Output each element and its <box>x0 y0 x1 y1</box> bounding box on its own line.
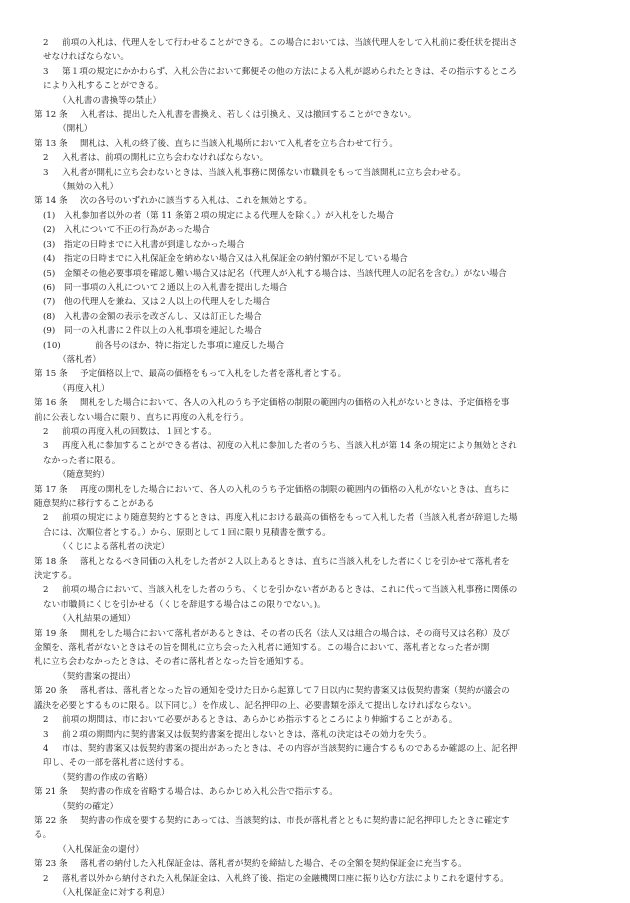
item-number: (9) <box>43 326 56 337</box>
text-line: 随意契約に移行することがある <box>34 499 155 509</box>
list-item <box>34 267 604 281</box>
text-line: 同一事項の入札について２通以上の入札書を提出した場合 <box>64 282 288 293</box>
text-line: 金額その他必要事項を確認し難い場合又は記名（代理人が入札する場合は、当該代理人の記名を含む。）がない場合 <box>64 268 507 279</box>
paragraph-text <box>64 295 604 309</box>
text-line: 前項の入札は、代理人をして行わせることができる。この場合においては、当該代理人をして入札前に委任状を提出さ <box>62 38 518 48</box>
article-number: 第 23 条 <box>34 859 68 870</box>
list-item <box>34 295 604 309</box>
paragraph-text <box>64 209 604 223</box>
item-number: 2 <box>43 153 49 164</box>
article-caption: （入札書の書換等の禁止） <box>58 95 162 106</box>
article <box>34 108 604 122</box>
paragraph-text <box>64 324 604 338</box>
text-line: 入札書の金額の表示を改ざんし、又は訂正した場合 <box>64 311 262 322</box>
paragraph-text <box>80 367 604 381</box>
paragraph-text <box>43 65 604 94</box>
text-line: 再度の開札をした場合において、各人の入札のうち予定価格の制限の範囲内の価格の入札がないときは、直ちに <box>80 484 510 495</box>
article-number: 第 13 条 <box>34 138 68 149</box>
text-line: 前項の規定により随意契約とするときは、再度入札における最高の価格をもって入札した者（当該入札者が辞退した場 <box>62 513 518 524</box>
text-line: 前２項の期間内に契約書案又は仮契約書案を提出しないときは、落札の決定はその効力を失う。 <box>62 729 432 740</box>
item-number: 3 <box>43 441 49 452</box>
item-number: 2 <box>43 426 49 437</box>
paragraph <box>34 65 604 94</box>
text-line: 契約書の作成を要する契約にあっては、当該契約は、市長が落札者とともに契約書に記名押印したときに確定す <box>80 815 510 826</box>
article-caption: （くじによる落札者の決定） <box>58 542 170 553</box>
text-line: 議決を必要とするものに限る。以下同じ。）を作成し、記名押印の上、必要書類を添えて提出しなければならない。 <box>34 700 477 711</box>
article-number: 第 17 条 <box>34 484 68 495</box>
paragraph-text <box>64 252 604 266</box>
paragraph-text <box>62 166 604 180</box>
paragraph-text <box>64 238 604 252</box>
article-number: 第 14 条 <box>34 196 68 207</box>
text-line: 同一の入札書に２件以上の入札事項を連記した場合 <box>64 326 262 337</box>
text-line: 落札者の納付した入札保証金は、落札者が契約を締結した場合、その全額を契約保証金に充当する。 <box>80 859 467 870</box>
text-line: せなければならない。 <box>43 52 129 63</box>
item-number: (8) <box>43 311 56 322</box>
text-line: 開札は、入札の終了後、直ちに当該入札場所において入札者を立ち合わせて行う。 <box>80 138 398 149</box>
list-item <box>34 252 604 266</box>
article <box>34 483 604 512</box>
text-line: 印し、その一部を落札者に送付する。 <box>43 758 190 769</box>
article <box>34 857 604 871</box>
paragraph-text <box>64 267 604 281</box>
paragraph-text <box>95 339 604 353</box>
list-item <box>34 310 604 324</box>
item-number: 2 <box>43 873 49 884</box>
paragraph <box>34 439 604 468</box>
text-line: 入札について不正の行為があった場合 <box>64 225 210 236</box>
item-number: 3 <box>43 729 49 740</box>
article-caption: （入札結果の通知） <box>58 614 136 625</box>
text-line: 入札者が開札に立ち会わないときは、当該入札事務に関係ない市職員をもって当該開札に立ち会わせる。 <box>62 167 466 178</box>
text-line: 前に公表しない場合に限り、直ちに再度の入札を行う。 <box>34 412 249 423</box>
text-line: により入札することができる。 <box>43 81 164 92</box>
article-caption: （契約書案の提出） <box>58 671 136 682</box>
text-line: 予定価格以上で、最高の価格をもって入札をした者を落札者とする。 <box>80 369 347 380</box>
paragraph-text <box>43 439 604 468</box>
paragraph-text <box>80 194 604 208</box>
item-number: 2 <box>43 585 49 596</box>
article <box>34 627 604 670</box>
article <box>34 396 604 425</box>
paragraph-text <box>43 36 604 65</box>
text-line: 再度入札に参加することができる者は、初度の入札に参加した者のうち、当該入札が第 14 条の規定により無効とされ <box>62 441 517 452</box>
text-line: 開札をした場合において落札者があるときは、その者の氏名（法人又は組合の場合は、その商号又は名称）及び <box>80 628 510 639</box>
text-line: 合には、次順位者とする。）から、原則として１回に限り見積書を徴する。 <box>43 527 331 538</box>
article-number: 第 21 条 <box>34 787 68 798</box>
article-number: 第 18 条 <box>34 556 68 567</box>
article-caption: （落札者） <box>58 354 101 365</box>
list-item <box>34 209 604 223</box>
item-number: (4) <box>43 254 56 265</box>
paragraph-text <box>62 872 604 886</box>
text-line: 落札者は、落札者となった旨の通知を受けた日から起算して７日以内に契約書案又は仮契約書案（契約が議会の <box>80 686 510 697</box>
article-number: 第 20 条 <box>34 686 68 697</box>
paragraph <box>34 728 604 742</box>
text-line: 決定する。 <box>34 571 77 582</box>
text-line: 指定の日時までに入札保証金を納めない場合又は入札保証金の納付額が不足している場合 <box>64 254 408 265</box>
article <box>34 194 604 208</box>
paragraph <box>34 166 604 180</box>
paragraph-text <box>64 223 604 237</box>
text-line: 落札者以外から納付された入札保証金は、入札終了後、指定の金融機関口座に振り込む方法によりこれを還付する。 <box>62 873 509 884</box>
article-number: 第 15 条 <box>34 369 68 380</box>
paragraph <box>34 151 604 165</box>
paragraph <box>34 425 604 439</box>
article-caption: （契約書の作成の省略） <box>58 772 153 783</box>
article-caption: （開札） <box>58 124 93 135</box>
text-line: 落札となるべき同価の入札をした者が２人以上あるときは、直ちに当該入札をした者にくじを引かせて落札者を <box>80 556 510 567</box>
text-line: 他の代理人を兼ね、又は２人以上の代理人をした場合 <box>64 297 271 308</box>
item-number: 2 <box>43 715 49 726</box>
list-item <box>34 223 604 237</box>
text-line: 前項の再度入札の回数は、１回とする。 <box>62 426 217 437</box>
paragraph-text <box>43 742 604 771</box>
paragraph-text <box>43 511 604 540</box>
item-number: 3 <box>43 66 49 77</box>
paragraph-text <box>62 713 604 727</box>
paragraph-text <box>62 151 604 165</box>
paragraph <box>34 511 604 540</box>
article <box>34 367 604 381</box>
paragraph-text <box>64 310 604 324</box>
item-number: 4 <box>43 743 49 754</box>
paragraph-text <box>80 857 604 871</box>
paragraph-text <box>80 108 604 122</box>
paragraph-text <box>62 425 604 439</box>
paragraph <box>34 583 604 612</box>
article <box>34 785 604 799</box>
text-line: 第１項の規定にかかわらず、入札公告において郵便その他の方法による入札が認められたときは、その指示するところ <box>62 66 517 77</box>
item-number: 2 <box>43 513 49 524</box>
item-number: (7) <box>43 297 56 308</box>
list-item <box>34 324 604 338</box>
text-line: 前項の期間は、市において必要があるときは、あらかじめ指示するところにより伸縮することがある。 <box>62 715 458 726</box>
article <box>34 555 604 584</box>
article-caption: （随意契約） <box>58 470 110 481</box>
article-number: 第 16 条 <box>34 398 68 409</box>
paragraph <box>34 742 604 771</box>
text-line: 開札をした場合において、各人の入札のうち予定価格の制限の範囲内の価格の入札がないときは、予定価格を事 <box>80 398 510 409</box>
item-number: (2) <box>43 225 56 236</box>
article <box>34 137 604 151</box>
list-item <box>34 281 604 295</box>
text-line: 入札者は、提出した入札書を書換え、若しくは引換え、又は撤回することができない。 <box>80 110 417 121</box>
article-caption: （無効の入札） <box>58 182 119 193</box>
text-line: 市は、契約書案又は仮契約書案の提出があったときは、その内容が当該契約に適合するものであるか確認の上、記名押 <box>62 743 518 754</box>
article-number: 第 19 条 <box>34 628 68 639</box>
article-number: 第 22 条 <box>34 815 68 826</box>
item-number: 2 <box>43 38 49 48</box>
item-number: (1) <box>43 210 56 221</box>
text-line: 指定の日時までに入札書が到達しなかった場合 <box>64 239 245 250</box>
paragraph <box>34 872 604 886</box>
article-caption: （入札保証金の還付） <box>58 844 144 855</box>
paragraph <box>34 36 604 65</box>
article <box>34 684 604 713</box>
text-line: 次の各号のいずれかに該当する入札は、これを無効とする。 <box>80 196 313 207</box>
article-number: 第 12 条 <box>34 110 68 121</box>
paragraph-text <box>43 583 604 612</box>
article <box>34 814 604 843</box>
text-line: 前各号のほか、特に指定した事項に違反した場合 <box>95 340 285 351</box>
text-line: なかった者に限る。 <box>43 455 121 466</box>
item-number: 3 <box>43 167 49 178</box>
text-line: 入札者は、前項の開札に立ち会わなければならない。 <box>62 153 269 164</box>
item-number: (10) <box>43 340 61 351</box>
item-number: (5) <box>43 268 56 279</box>
text-line: る。 <box>34 830 52 841</box>
text-line: ない市職員にくじを引かせる（くじを辞退する場合はこの限りでない。)。 <box>43 599 326 610</box>
article-caption: （入札保証金に対する利息） <box>58 887 170 898</box>
text-line: 前項の場合において、当該入札をした者のうち、くじを引かない者があるときは、これに代って当該入札事務に関係の <box>62 585 518 596</box>
text-line: 札に立ち会わなかったときは、その者に落札者となった旨を通知する。 <box>34 657 310 668</box>
article-caption: （契約の確定） <box>58 801 119 812</box>
text-line: 契約書の作成を省略する場合は、あらかじめ入札公告で指示する。 <box>80 787 338 798</box>
paragraph-text <box>64 281 604 295</box>
paragraph-text <box>80 785 604 799</box>
text-line: 金額を、落札者がないときはその旨を開札に立ち会った入札者に通知する。この場合において、落札者となった者が開 <box>34 643 490 654</box>
paragraph-text <box>80 137 604 151</box>
paragraph-text <box>62 728 604 742</box>
item-number: (3) <box>43 239 56 250</box>
article-caption: （再度入札） <box>58 383 110 394</box>
list-item <box>34 339 604 353</box>
list-item <box>34 238 604 252</box>
paragraph <box>34 713 604 727</box>
item-number: (6) <box>43 282 56 293</box>
text-line: 入札参加者以外の者（第 11 条第２項の規定による代理人を除く。）が入札をした場合 <box>64 210 394 221</box>
